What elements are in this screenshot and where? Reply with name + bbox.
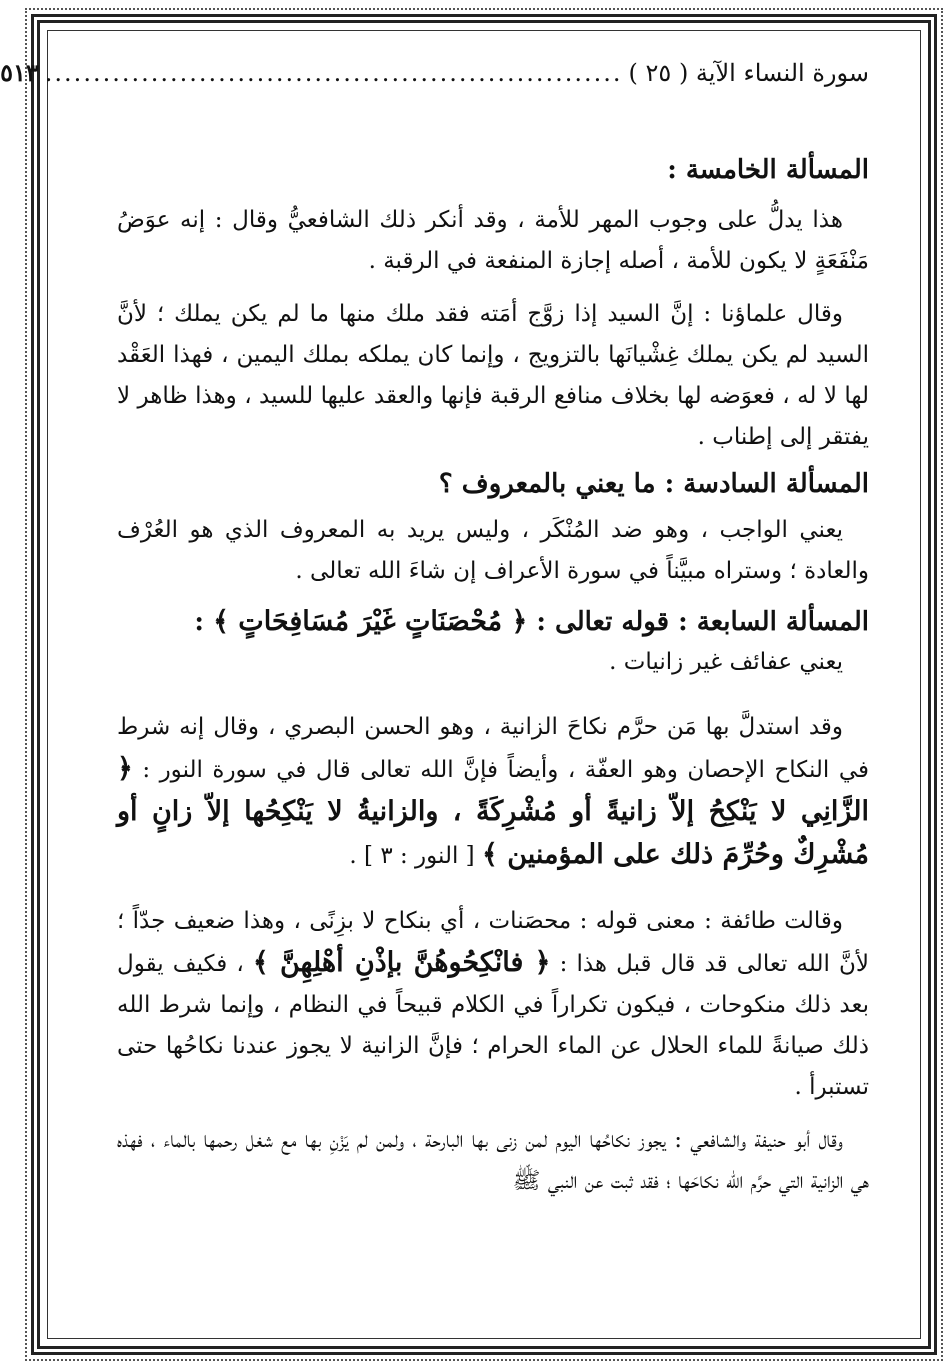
paragraph-7-2 [117,707,869,877]
section-heading-6: المسألة السادسة : ما يعني بالمعروف ؟ [438,469,869,499]
book-page [0,58,870,1288]
quran-verse-heading: ﴿ مُحْصَنَاتٍ غَيْرَ مُسَافِحَاتٍ ﴾ [213,606,528,637]
paragraph-7-2-text: وقد استدلَّ بها مَن حرَّم نكاحَ الزانية ، وهو الحسن البصري ، وقال إنه شرط في النكاح الإحصان وهو العفّة ، وأيضاً فإنَّ الله تعالى قال في سورة النور : [117,714,869,783]
paragraph-6-1: يعني الواجب ، وهو ضد المُنْكَر ، وليس يريد به المعروف الذي هو العُرْف والعادة ؛ وستراه مبيَّناً في سورة الأعراف إن شاءَ الله تعالى . [117,517,869,584]
quran-verse-nur: ﴿ الزَّانِي لا يَنْكِحُ إلاّ زانيةً أو مُشْرِكَةً ، والزانيةُ لا يَنْكِحُها إلاّ زانٍ أو مُشْرِكٌ وحُرِّمَ ذلك على المؤمنين ﴾ [117,753,869,870]
paragraph-7-1: يعني عفائف غير زانيات . [609,649,843,675]
section-heading-7 [117,602,869,642]
paragraph-5-2: وقال علماؤنا : إنَّ السيد إذا زوَّج أمَته فقد ملك منها ما لم يكن يملك ؛ لأنَّ السيد لم يكن يملك غِشْيانَها بالتزويج ، وإنما كان يملكه بملك اليمين ، فهذا العَقْد لها لا له ، فعوَضه لها بخلاف منافع الرقبة فإنها والعقد عليها للسيد ، وهذا ظاهر لا يفتقر إلى إطناب . [117,301,869,450]
section-heading-5: المسألة الخامسة : [667,155,869,185]
paragraph-7-3-text-b: ، فكيف يقول بعد ذلك منكوحات ، فيكون تكراراً في الكلام قبيحاً في النظام ، وإنما شرط الله ذلك صيانةً للماء الحلال عن الماء الحرام ؛ فإنَّ الزانية لا يجوز عندنا نكاحُها حتى تستبرأ . [117,951,869,1100]
header-leader-dots: ............................................................ [44,59,623,87]
header-title: سورة النساء الآية ( ٢٥ ) [628,59,869,87]
quran-verse-nisa: ﴿ فانْكِحُوهُنَّ بإذْنِ أهْلِهِنَّ ﴾ [252,947,551,978]
running-header [0,58,869,98]
paragraph-7-3-text-a: وقالت طائفة : معنى قوله : محصَنات ، أي بنكاح لا بزِنًى ، وهذا ضعيف جدّاً ؛ لأنَّ الله تعالى قد قال قبل هذا : [117,908,870,977]
paragraph-5-1: هذا يدلُّ على وجوب المهر للأمة ، وقد أنكر ذلك الشافعيُّ وقال : إنه عوَضُ مَنْفَعَةٍ لا يكون للأمة ، أصله إجازة المنفعة في الرقبة . [117,207,869,274]
section-heading-7-label: المسألة السابعة : قوله تعالى : [536,607,869,637]
verse-reference: [ النور : ٣ ] . [349,843,475,869]
section-heading-7-colon: : [194,607,204,637]
paragraph-7-3 [117,901,869,1108]
paragraph-7-4: وقال أبو حنيفة والشافعي : يجوز نكاحُها اليوم لمن زنى بها البارحة ، ولمن لم يَزْنِ بها مع شغل رحمها بالماء ، فهذه هي الزانية التي حرَّم الله نكاحَها ؛ فقد ثبت عن النبي ﷺ [117,1127,869,1194]
page-number: ٥١٣ [0,58,39,87]
